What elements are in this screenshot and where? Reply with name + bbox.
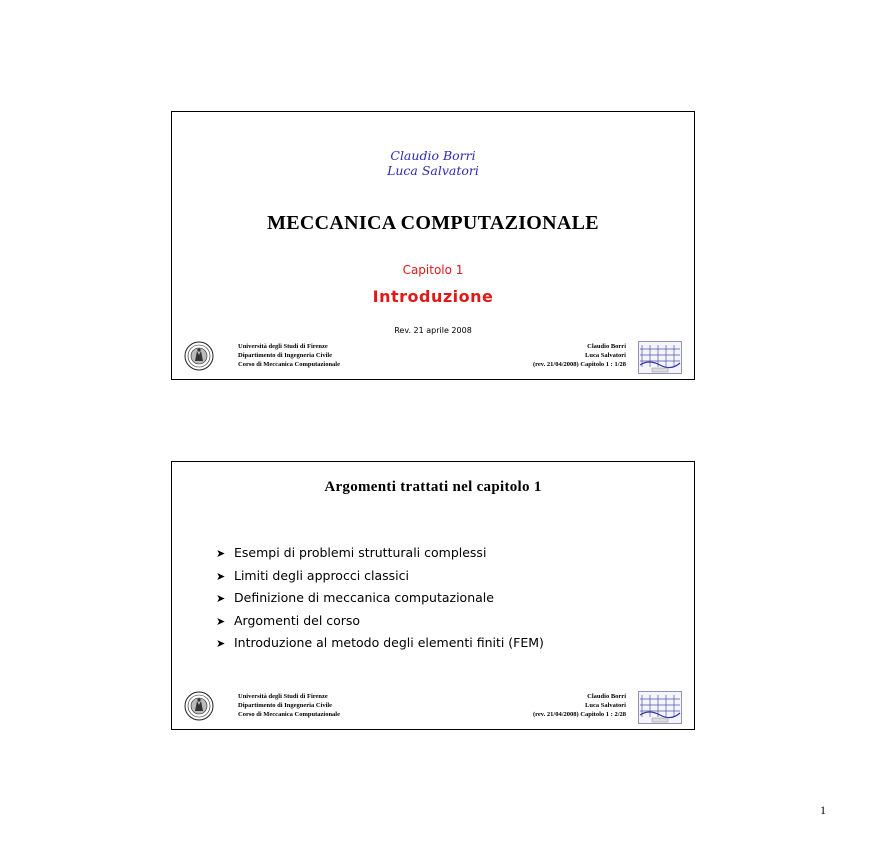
topics-list: [216, 542, 544, 655]
arrow-bullet-icon: ➤: [216, 614, 226, 628]
slide-title: Argomenti trattati nel capitolo 1: [324, 479, 542, 495]
revision-date: Rev. 21 aprile 2008: [394, 326, 472, 335]
footer-university: Università degli Studi di Firenze: [238, 343, 328, 350]
university-seal-icon: [184, 341, 214, 371]
footer-authors: [533, 692, 626, 719]
topic-text: Argomenti del corso: [234, 612, 361, 628]
footer-author-1: Claudio Borri: [587, 343, 626, 350]
list-item: [216, 587, 544, 610]
list-item: [216, 565, 544, 588]
arrow-bullet-icon: ➤: [216, 637, 226, 650]
list-item: [216, 632, 544, 655]
course-title: MECCANICA COMPUTAZIONALE: [267, 212, 599, 234]
topic-text: Definizione di meccanica computazionale: [234, 590, 494, 605]
footer-page-ref: (rev. 21/04/2008) Capitolo 1 : 2/28: [532, 711, 626, 718]
footer-course: Corso di Meccanica Computazionale: [238, 711, 341, 718]
footer-institution: [238, 342, 340, 369]
slide-2: [171, 461, 695, 730]
topic-text: Introduzione al metodo degli elementi finiti (FEM): [234, 635, 544, 650]
footer-author-2: Luca Salvatori: [585, 702, 626, 709]
footer-author-1: Claudio Borri: [587, 693, 626, 700]
slide-1: [171, 111, 695, 380]
slide-footer: [172, 689, 694, 729]
page-number: 1: [820, 803, 826, 817]
footer-page-ref: (rev. 21/04/2008) Capitolo 1 : 1/28: [532, 361, 626, 368]
footer-university: Università degli Studi di Firenze: [238, 693, 328, 700]
author-1: Claudio Borri: [390, 148, 476, 163]
list-item: [216, 610, 544, 633]
footer-department: Dipartimento di Ingegneria Civile: [238, 702, 333, 709]
arrow-bullet-icon: ➤: [216, 569, 226, 583]
chapter-title: Introduzione: [372, 287, 494, 306]
list-item: [216, 542, 544, 565]
author-2: Luca Salvatori: [387, 163, 479, 178]
footer-institution: [238, 692, 340, 719]
arrow-bullet-icon: ➤: [216, 547, 226, 560]
chapter-number: Capitolo 1: [402, 263, 464, 277]
department-logo-icon: [638, 691, 682, 724]
topic-text: Esempi di problemi strutturali complessi: [234, 545, 487, 560]
topic-text: Limiti degli approcci classici: [234, 567, 409, 583]
department-logo-icon: [638, 341, 682, 374]
arrow-bullet-icon: ➤: [216, 592, 226, 605]
footer-authors: [533, 342, 626, 369]
slide-footer: [172, 339, 694, 379]
university-seal-icon: [184, 691, 214, 721]
authors: [172, 148, 694, 178]
footer-course: Corso di Meccanica Computazionale: [238, 361, 341, 368]
footer-department: Dipartimento di Ingegneria Civile: [238, 352, 333, 359]
footer-author-2: Luca Salvatori: [585, 352, 626, 359]
